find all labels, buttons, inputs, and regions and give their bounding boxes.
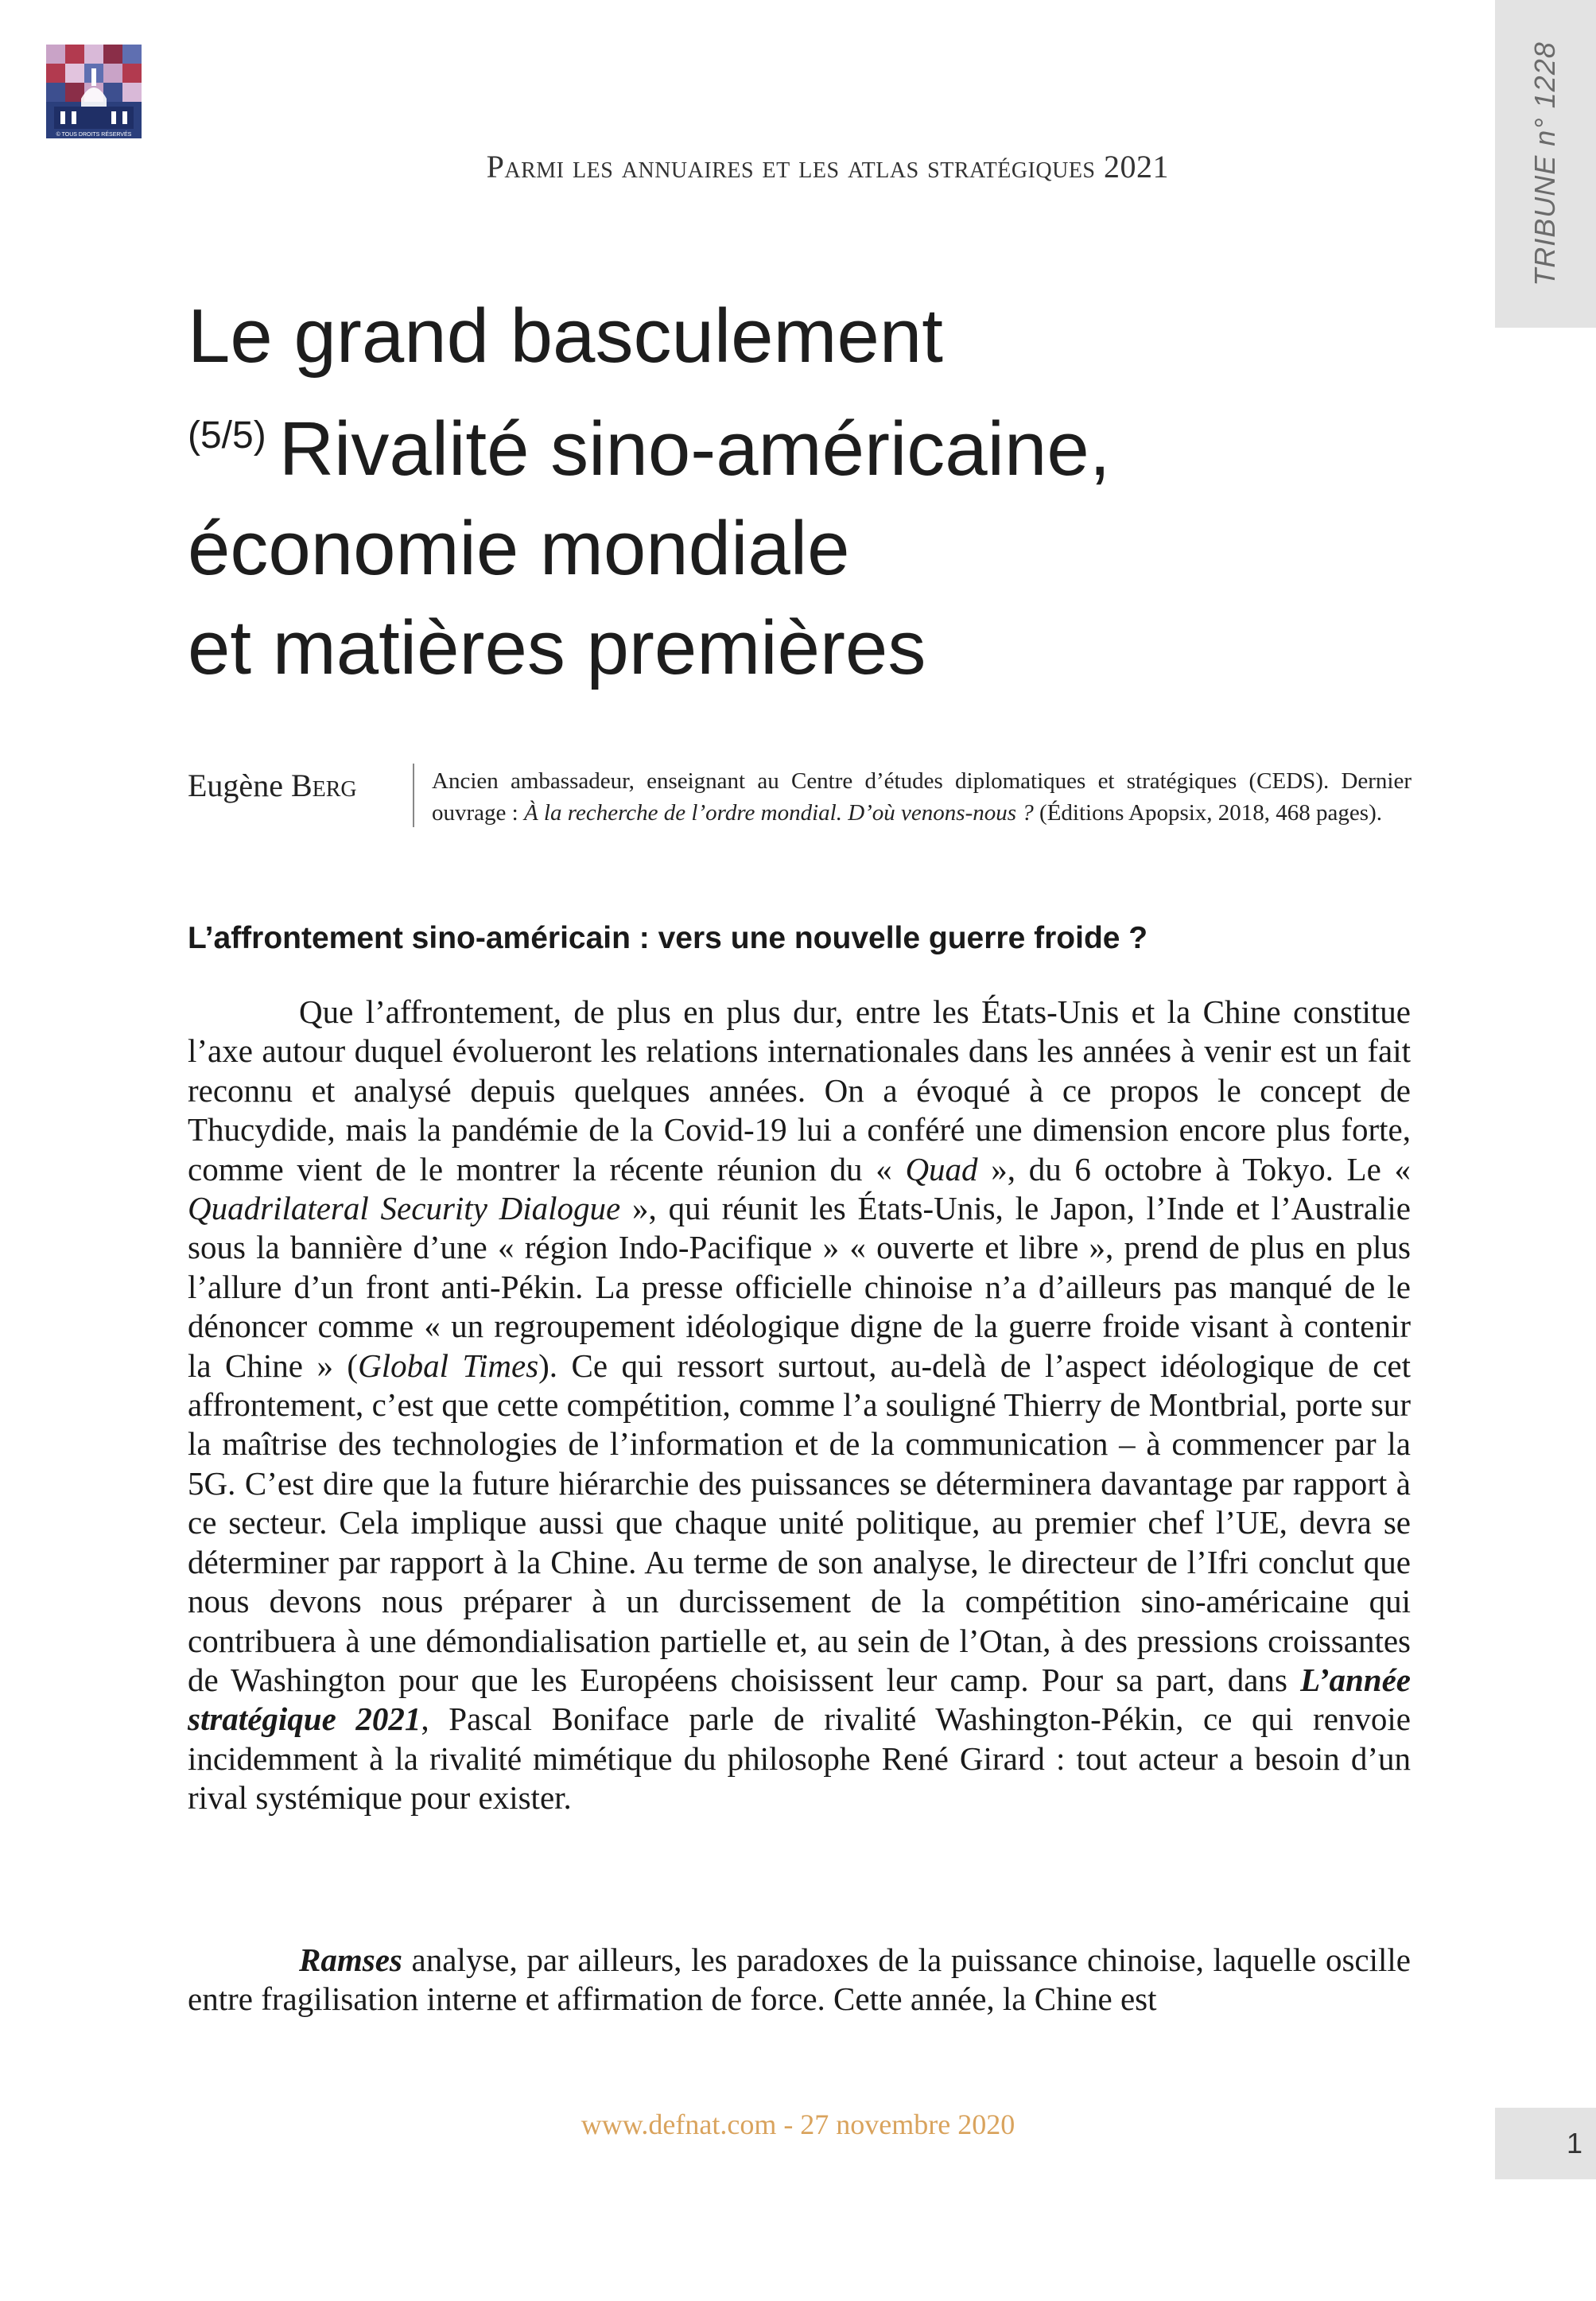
p2-text-1: analyse, par ailleurs, les paradoxes de la puissance chinoise, laquelle oscille entre fragilisation interne et affirmation de force. Cette année, la Chine est [188,1941,1411,2018]
author-bio [432,765,1412,829]
logo-copyright: © TOUS DROITS RÉSERVÉS [56,132,132,138]
p1-text-3: », qui réunit les États-Unis, le Japon, l’Inde et l’Australie sous la bannière d’une « région Indo-Pacifique » « ouverte et libre », prend de plus en plus l’allure d’un front anti-Pékin. La presse officielle chinoise n’a d’ailleurs pas manqué de le dénoncer comme « un regroupement idéologique digne de la guerre froide visant à contenir la Chine » ( [188,1190,1412,1384]
author-divider [413,764,414,827]
author-bio-start: Ancien ambassadeur, enseignant au Centre d’études diplomatiques et stratégiques (CEDS). Dernier ouvrage : [432,768,1412,826]
p1-text-2: », du 6 octobre à Tokyo. Le « [977,1150,1411,1187]
tribune-number: TRIBUNE n° 1228 [1528,41,1561,286]
p1-annee-strategique: L’année stratégique 2021 [188,1661,1411,1738]
page-number: 1 [1566,2127,1582,2159]
title-line-1: Le grand basculement [188,293,943,379]
section-heading: L’affrontement sino-américain : vers une nouvelle guerre froide ? [188,921,1148,955]
title-line-2 [188,386,1444,499]
title-line-2-text: Rivalité sino-américaine, [278,406,1111,492]
author-first-name: Eugène [188,768,283,803]
institution-logo [46,45,142,138]
author-name [188,767,357,804]
author-last-name: Berg [290,768,357,803]
p1-text-5: , Pascal Boniface parle de rivalité Washington-Pékin, ce qui renvoie incidemment à la rivalité mimétique du philosophe René Girard : tout acteur a besoin d’un rival systémique pour exister. [188,1700,1411,1817]
p2-ramses: Ramses [299,1941,402,1978]
p1-qsd: Quadrilateral Security Dialogue [188,1190,621,1227]
page-title [188,286,1444,698]
footer-url-date[interactable]: www.defnat.com - 27 novembre 2020 [581,2109,1015,2140]
p1-quad: Quad [905,1150,978,1187]
side-tab-label-box [1495,0,1596,328]
p1-text-4: ). Ce qui ressort surtout, au-delà de l’aspect idéologique de cet affrontement, c’est que cette compétition, comme l’a souligné Thierry de Montbrial, porte sur la maîtrise des technologies de l’information et de la communication – à commencer par la 5G. C’est dire que la future hiérarchie des puissances se déterminera davantage par rapport à ce secteur. Cela implique aussi que chaque unité politique, au premier chef l’UE, devra se déterminer par rapport à la Chine. Au terme de son analyse, le directeur de l’Ifri conclut que nous devons nous préparer à un durcissement de la compétition sino-américaine qui contribuera à une démondialisation partielle et, au sein de l’Otan, à des pressions croissantes de Washington pour que les Européens choisissent leur camp. Pour sa part, dans [188,1347,1411,1698]
paragraph-1 [188,993,1411,1818]
institution-building-logo-icon [46,45,142,138]
title-line-4: et matières premières [188,605,926,690]
p1-text-1: Que l’affrontement, de plus en plus dur, entre les États-Unis et la Chine constitue l’axe autour duquel évolueront les relations internationales dans les années à venir est un fait reconnu et analysé depuis quelques années. On a évoqué à ce propos le concept de Thucydide, mais la pandémie de la Covid-19 lui a conféré une dimension encore plus forte, comme vient de le montrer la récente réunion du « [188,993,1411,1187]
title-part-number: (5/5) [188,414,266,457]
author-bio-book: À la recherche de l’ordre mondial. D’où venons-nous ? [523,800,1034,826]
running-head: Parmi les annuaires et les atlas stratégiques 2021 [486,149,1169,185]
p1-global-times: Global Times [358,1347,539,1384]
title-line-3: économie mondiale [188,506,850,591]
paragraph-2 [188,1941,1411,2019]
author-bio-end: (Éditions Apopsix, 2018, 468 pages). [1033,800,1382,826]
